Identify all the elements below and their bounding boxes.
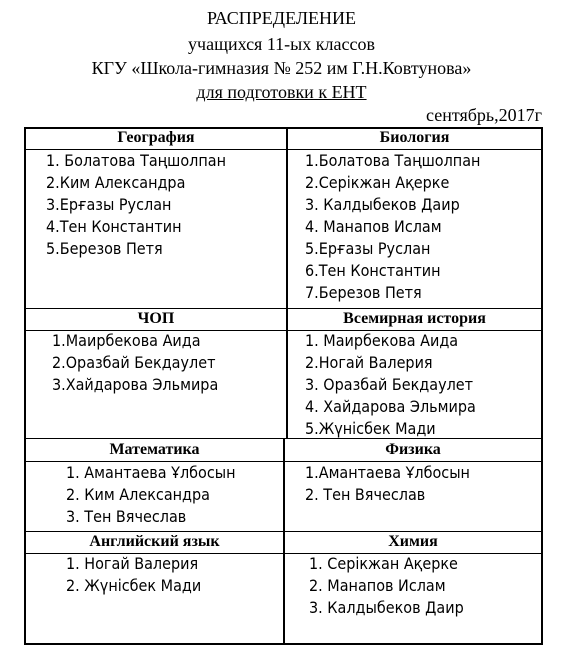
list-item: 1. Ногай Валерия	[66, 554, 199, 573]
list-item: 5.Березов Петя	[46, 239, 163, 258]
list-item: 2.Серікжан Ақерке	[305, 173, 450, 192]
subject-header-chop: ЧОП	[137, 310, 175, 327]
list-item: 3. Тен Вячеслав	[66, 507, 187, 526]
list-item: 3.Хайдарова Эльмира	[52, 375, 219, 394]
list-item: 4. Манапов Ислам	[305, 217, 442, 236]
list-item: 1. Амантаева Ұлбосын	[66, 463, 236, 482]
list-item: 5.Жүнісбек Мади	[305, 419, 436, 438]
list-item: 3.Ерғазы Руслан	[46, 195, 172, 214]
distribution-table	[24, 127, 543, 645]
list-item: 1.Маирбекова Аида	[52, 331, 201, 350]
list-item: 7.Березов Петя	[305, 283, 422, 302]
table-rule	[24, 438, 543, 439]
list-item: 1. Серікжан Ақерке	[309, 554, 458, 573]
subject-header-physics: Физика	[385, 441, 441, 458]
table-rule	[24, 149, 543, 150]
list-item: 6.Тен Константин	[305, 261, 441, 280]
subject-header-chemistry: Химия	[388, 533, 438, 550]
document-date: сентябрь,2017г	[426, 105, 542, 125]
purpose-line: для подготовки к ЕНТ	[196, 82, 367, 102]
subject-header-biology: Биология	[379, 129, 450, 146]
list-item: 2. Манапов Ислам	[309, 576, 446, 595]
list-item: 2. Тен Вячеслав	[305, 485, 426, 504]
school-name: КГУ «Школа-гимназия № 252 им Г.Н.Ковтунова»	[91, 58, 472, 78]
list-item: 2. Жүнісбек Мади	[66, 576, 202, 595]
list-item: 5.Ерғазы Руслан	[305, 239, 431, 258]
list-item: 2.Оразбай Бекдаулет	[52, 353, 216, 372]
list-item: 3. Калдыбеков Даир	[309, 598, 464, 617]
subject-header-math: Математика	[109, 441, 200, 458]
document-title: РАСПРЕДЕЛЕНИЕ	[206, 8, 357, 28]
subject-header-world-history: Всемирная история	[343, 310, 486, 327]
list-item: 1. Болатова Таңшолпан	[46, 151, 227, 170]
list-item: 4.Тен Константин	[46, 217, 182, 236]
list-item: 2.Ким Александра	[46, 173, 186, 192]
list-item: 2.Ногай Валерия	[305, 353, 433, 372]
list-item: 1.Болатова Таңшолпан	[305, 151, 481, 170]
table-divider	[286, 127, 288, 308]
list-item: 3. Калдыбеков Даир	[305, 195, 460, 214]
list-item: 1. Маирбекова Аида	[305, 331, 459, 350]
list-item: 4. Хайдарова Эльмира	[305, 397, 476, 416]
list-item: 3. Оразбай Бекдаулет	[305, 375, 474, 394]
subject-header-geography: География	[117, 129, 195, 146]
document-subtitle: учащихся 11-ых классов	[188, 34, 375, 54]
subject-header-english: Английский язык	[89, 533, 220, 550]
list-item: 2. Ким Александра	[66, 485, 210, 504]
table-rule	[24, 461, 543, 462]
list-item: 1.Амантаева Ұлбосын	[305, 463, 470, 482]
